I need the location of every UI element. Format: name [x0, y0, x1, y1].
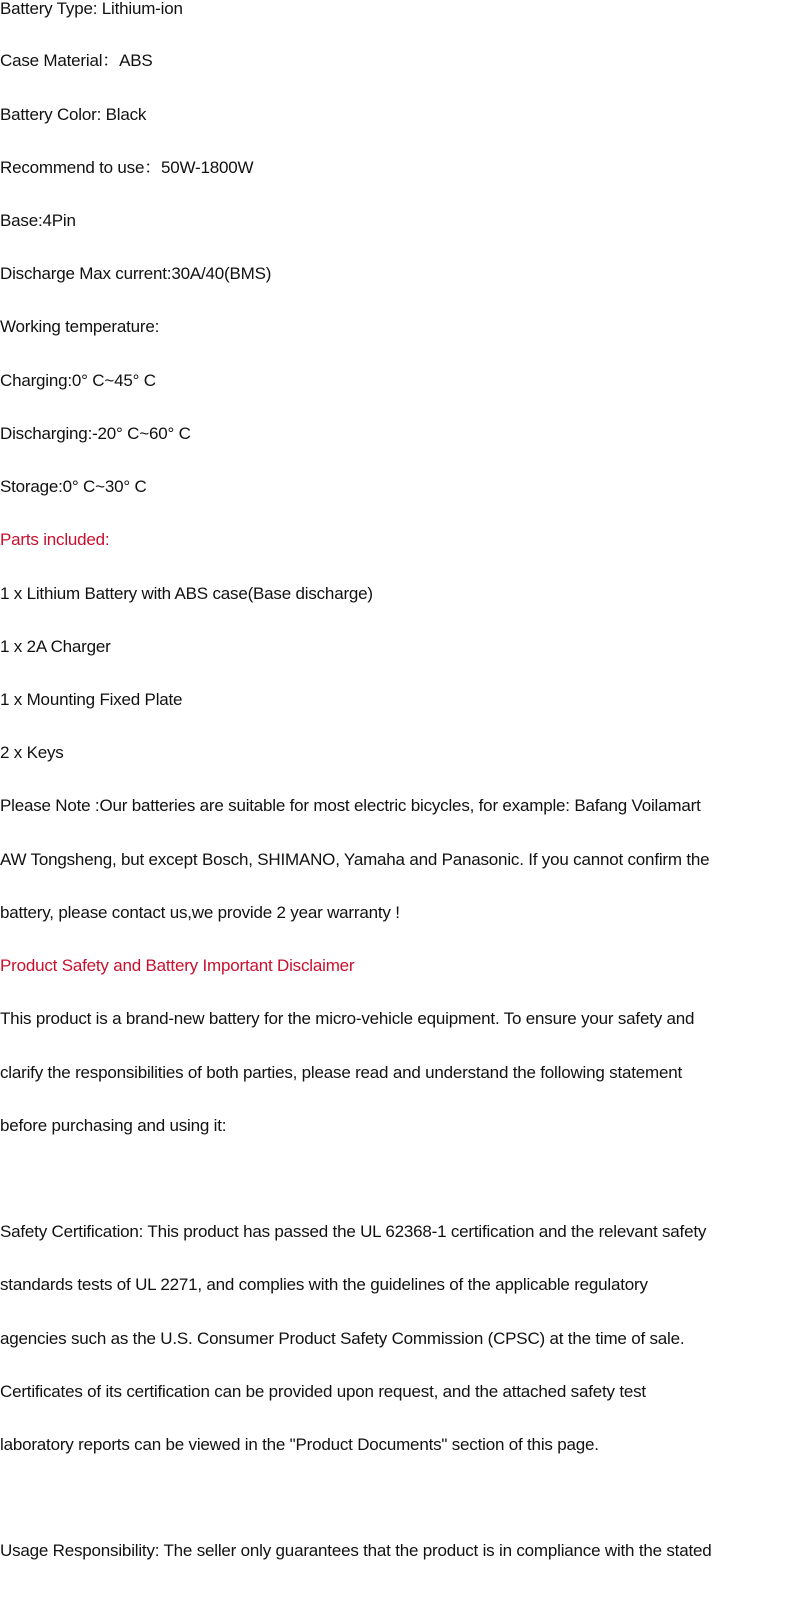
certification-line: Certificates of its certification can be provided upon request, and the attached safety test — [0, 1382, 646, 1401]
certification-line: agencies such as the U.S. Consumer Product Safety Commission (CPSC) at the time of sale. — [0, 1329, 685, 1348]
usage-responsibility-line: Usage Responsibility: The seller only guarantees that the product is in compliance with the stated — [0, 1541, 712, 1560]
spec-battery-color: Battery Color: Black — [0, 105, 147, 124]
note-line: AW Tongsheng, but except Bosch, SHIMANO, Yamaha and Panasonic. If you cannot confirm the — [0, 850, 710, 869]
parts-item: 1 x Lithium Battery with ABS case(Base discharge) — [0, 584, 373, 603]
disclaimer-heading: Product Safety and Battery Important Disclaimer — [0, 956, 355, 975]
disclaimer-intro-line: clarify the responsibilities of both parties, please read and understand the following statement — [0, 1063, 682, 1082]
certification-line: laboratory reports can be viewed in the "Product Documents" section of this page. — [0, 1435, 599, 1454]
spec-base: Base:4Pin — [0, 211, 76, 230]
spec-charging-temperature: Charging:0° C~45° C — [0, 371, 156, 390]
spec-discharge-max-current: Discharge Max current:30A/40(BMS) — [0, 264, 272, 283]
parts-included-heading: Parts included: — [0, 530, 110, 549]
spec-working-temperature: Working temperature: — [0, 317, 160, 336]
parts-item: 1 x Mounting Fixed Plate — [0, 690, 183, 709]
spec-recommend-to-use: Recommend to use：50W-1800W — [0, 158, 254, 177]
spec-discharging-temperature: Discharging:-20° C~60° C — [0, 424, 191, 443]
spec-storage-temperature: Storage:0° C~30° C — [0, 477, 147, 496]
disclaimer-intro-line: This product is a brand-new battery for the micro-vehicle equipment. To ensure your safety and — [0, 1009, 695, 1028]
note-line: battery, please contact us,we provide 2 year warranty ! — [0, 903, 400, 922]
spec-battery-type: Battery Type: Lithium-ion — [0, 0, 183, 18]
disclaimer-intro-line: before purchasing and using it: — [0, 1116, 227, 1135]
certification-line: standards tests of UL 2271, and complies with the guidelines of the applicable regulatory — [0, 1275, 648, 1294]
note-line: Please Note :Our batteries are suitable for most electric bicycles, for example: Bafang Voilamart — [0, 796, 701, 815]
parts-item: 1 x 2A Charger — [0, 637, 111, 656]
spec-case-material: Case Material：ABS — [0, 51, 153, 70]
parts-item: 2 x Keys — [0, 743, 64, 762]
certification-line: Safety Certification: This product has passed the UL 62368-1 certification and the relevant safety — [0, 1222, 707, 1241]
